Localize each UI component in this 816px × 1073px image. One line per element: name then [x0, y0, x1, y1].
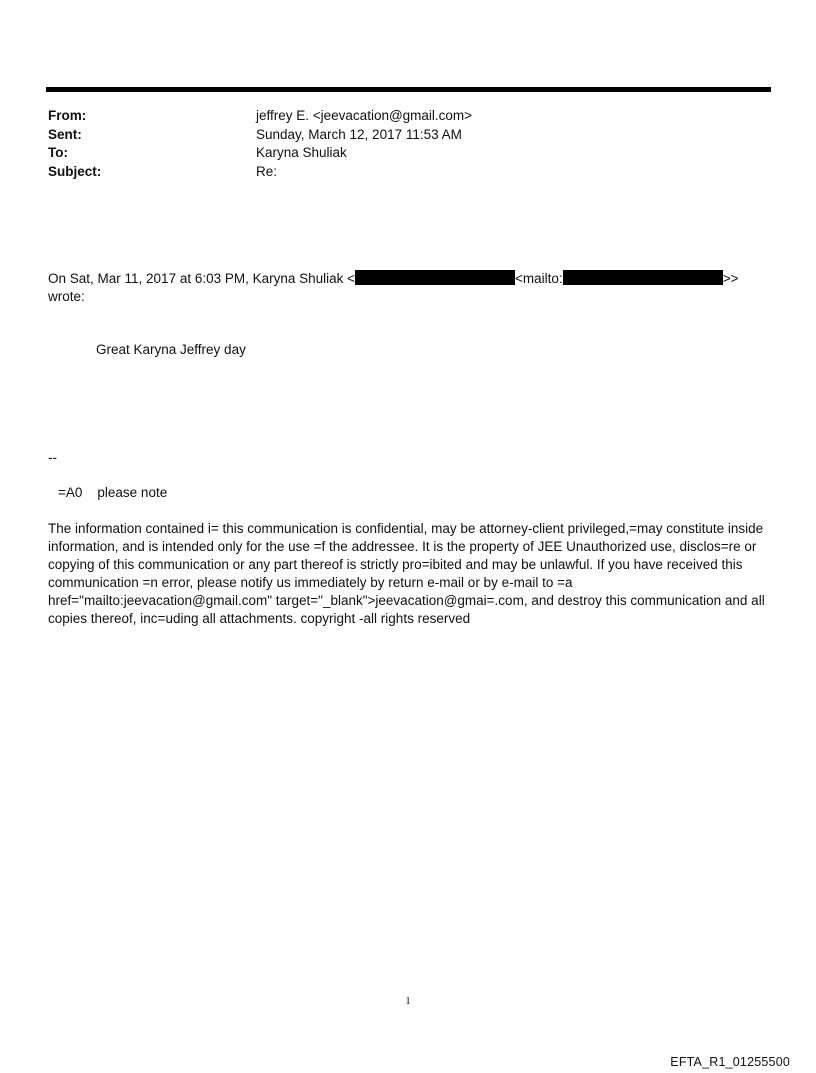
redaction-block [355, 270, 515, 285]
page-number: 1 [405, 995, 411, 1007]
subject-label: Subject: [48, 163, 102, 179]
header-rule [46, 87, 771, 92]
sent-row [48, 126, 748, 145]
quote-intro: On Sat, Mar 11, 2017 at 6:03 PM, Karyna Shuliak < [48, 271, 356, 286]
quote-attribution [48, 270, 788, 288]
please-note-line: =A0 please note [58, 485, 168, 500]
quote-wrote: wrote: [48, 289, 85, 304]
from-value: jeffrey E. <jeevacation@gmail.com> [256, 108, 473, 123]
from-label: From: [48, 108, 87, 123]
email-header [48, 107, 748, 181]
sent-label: Sent: [48, 126, 82, 142]
to-row [48, 144, 748, 163]
quote-close: >> [722, 271, 739, 286]
confidentiality-disclaimer: The information contained i= this communication is confidential, may be attorney-client privileged,=may constitute inside information, and is intended only for the use =f the addressee. It is the property of JEE Unauthorized use, disclos=re or copying of this communication or any part thereof is strictly pro=ibited and may be unlawful. If you have received this communication =n error, please notify us immediately by return e-mail or by e-mail to =a href="mailto:jeevacation@gmail.com" target="_blank">jeevacation@gmai=.com, and destroy this communication and all copies thereof, inc=uding all attachments. copyright -all rights reserved [48, 521, 765, 626]
message-body: Great Karyna Jeffrey day [96, 342, 246, 357]
to-value: Karyna Shuliak [256, 145, 347, 160]
bates-number: EFTA_R1_01255500 [670, 1055, 790, 1069]
quote-mailto: <mailto: [515, 271, 563, 286]
from-row [48, 107, 748, 126]
signature-separator: -- [48, 450, 57, 465]
to-label: To: [48, 145, 68, 160]
redaction-block [563, 270, 723, 285]
sent-value: Sunday, March 12, 2017 11:53 AM [256, 126, 462, 142]
subject-value: Re: [256, 163, 278, 179]
subject-row [48, 163, 748, 182]
